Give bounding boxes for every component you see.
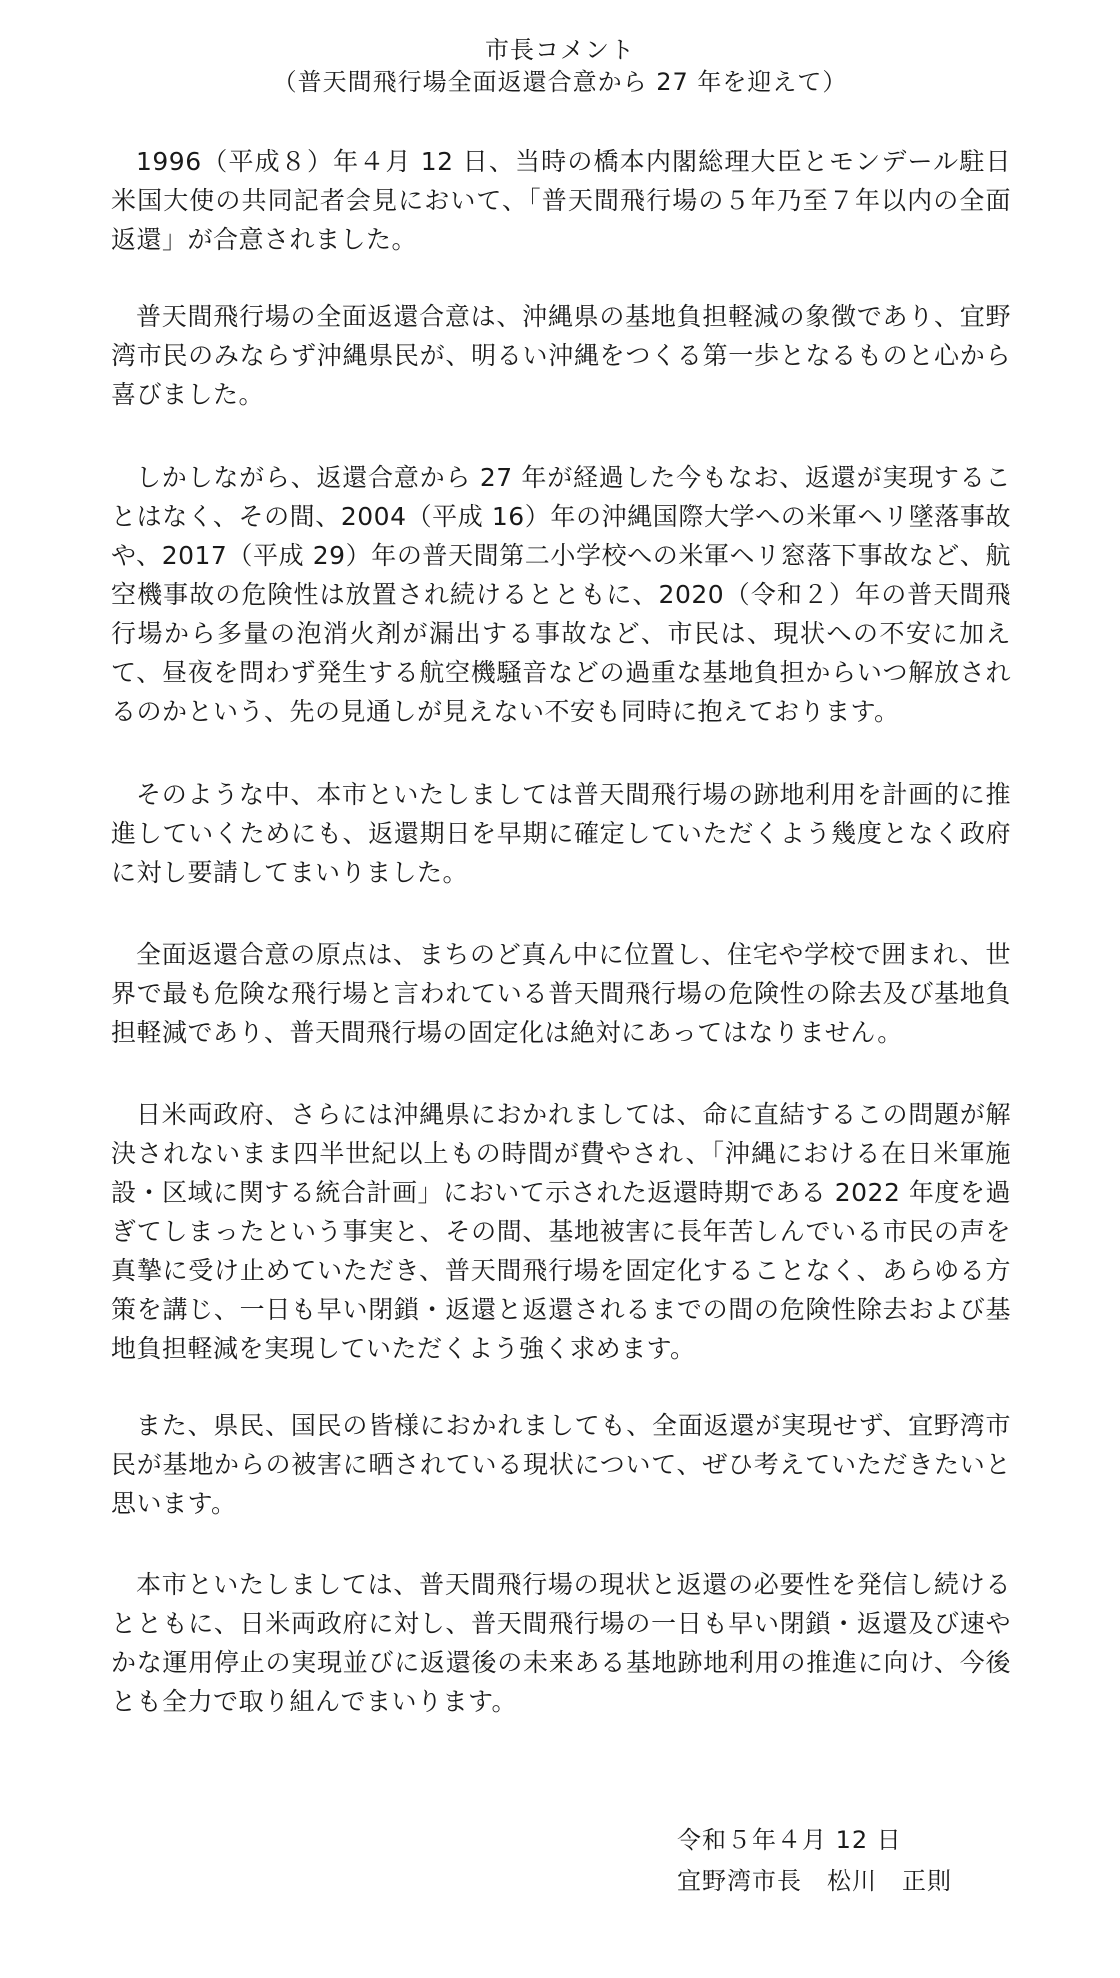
signature-block <box>677 1820 952 1902</box>
paragraph: 本市といたしましては、普天間飛行場の現状と返還の必要性を発信し続けるとともに、日米両政府に対し、普天間飛行場の一日も早い閉鎖・返還及び速やかな運用停止の実現並びに返還後の未来ある基地跡地利用の推進に向け、今後とも全力で取り組んでまいります。 <box>111 1570 1011 1716</box>
document-subtitle: （普天間飛行場全面返還合意から 27 年を迎えて） <box>272 68 848 96</box>
paragraph: 普天間飛行場の全面返還合意は、沖縄県の基地負担軽減の象徴であり、宜野湾市民のみならず沖縄県民が、明るい沖縄をつくる第一歩となるものと心から喜びました。 <box>111 302 1011 409</box>
title-block <box>0 34 1120 98</box>
paragraph: また、県民、国民の皆様におかれましても、全面返還が実現せず、宜野湾市民が基地からの被害に晒されている現状について、ぜひ考えていただきたいと思います。 <box>111 1411 1011 1518</box>
paragraph: そのような中、本市といたしましては普天間飛行場の跡地利用を計画的に推進していくためにも、返還期日を早期に確定していただくよう幾度となく政府に対し要請してまいりました。 <box>111 780 1011 887</box>
paragraph: しかしながら、返還合意から 27 年が経過した今もなお、返還が実現することはなく、その間、2004（平成 16）年の沖縄国際大学への米軍ヘリ墜落事故や、2017（平成 29）年の普天間第二小学校への米軍ヘリ窓落下事故など、航空機事故の危険性は放置され続けるとともに、2020（令和２）年の普天間飛行場から多量の泡消火剤が漏出する事故など、市民は、現状への不安に加えて、昼夜を問わず発生する航空機騒音などの過重な基地負担からいつ解放されるのかという、先の見通しが見えない不安も同時に抱えております。 <box>111 463 1011 726</box>
paragraph: 日米両政府、さらには沖縄県におかれましては、命に直結するこの問題が解決されないまま四半世紀以上もの時間が費やされ、「沖縄における在日米軍施設・区域に関する統合計画」において示された返還時期である 2022 年度を過ぎてしまったという事実と、その間、基地被害に長年苦しんでいる市民の声を真摯に受け止めていただき、普天間飛行場を固定化することなく、あらゆる方策を講じ、一日も早い閉鎖・返還と返還されるまでの間の危険性除去および基地負担軽減を実現していただくよう強く求めます。 <box>111 1100 1011 1363</box>
document-date: 令和５年４月 12 日 <box>677 1826 902 1854</box>
paragraph: 全面返還合意の原点は、まちのど真ん中に位置し、住宅や学校で囲まれ、世界で最も危険な飛行場と言われている普天間飛行場の危険性の除去及び基地負担軽減であり、普天間飛行場の固定化は絶対にあってはなりません。 <box>111 940 1011 1047</box>
signatory: 宜野湾市長 松川 正則 <box>677 1867 952 1895</box>
paragraph: 1996（平成８）年４月 12 日、当時の橋本内閣総理大臣とモンデール駐日米国大使の共同記者会見において、「普天間飛行場の５年乃至７年以内の全面返還」が合意されました。 <box>111 147 1011 254</box>
document-title: 市長コメント <box>485 36 635 64</box>
